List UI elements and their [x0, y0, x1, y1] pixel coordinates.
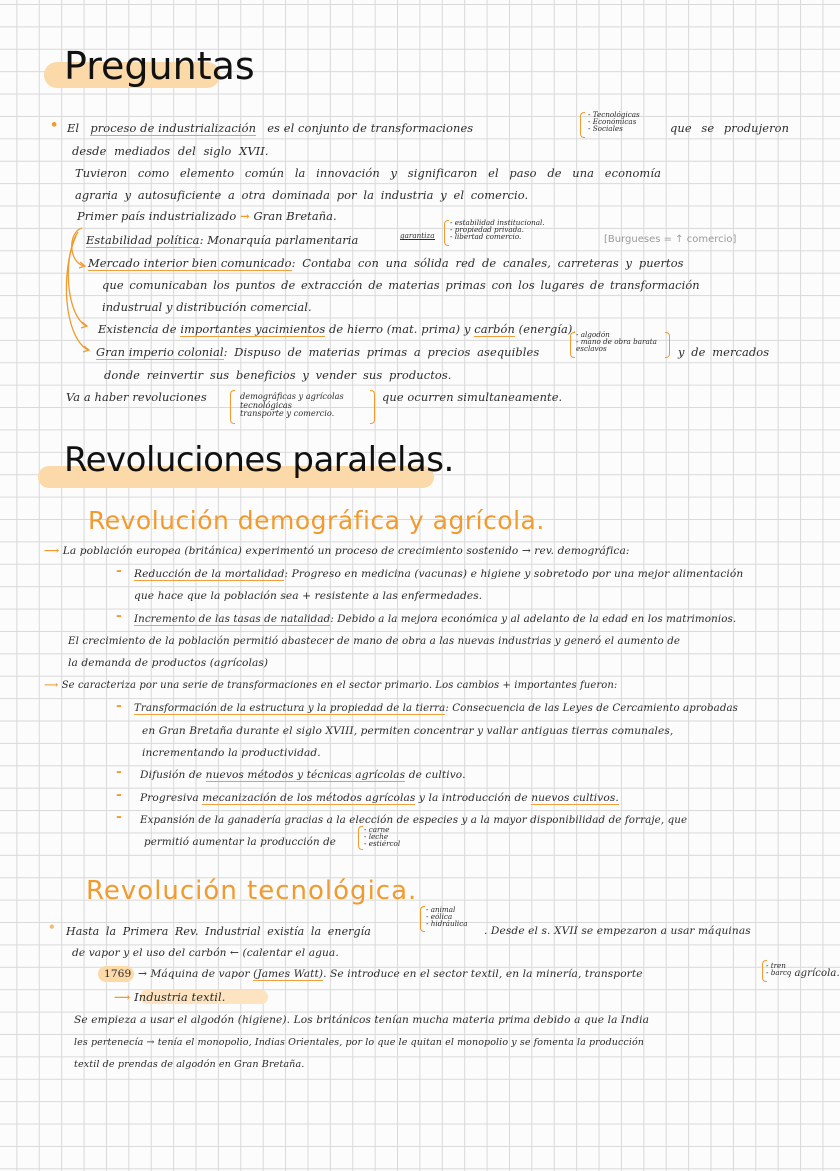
t2-year: 1769 [104, 968, 132, 980]
a5-line1: Expansión de la ganadería gracias a la elección de especies y a la mayor disponibilidad de forraje, que [140, 814, 688, 826]
d1-line: ⟶ La población europea (británica) experimentó un proceso de crecimiento sostenido → rev. demográfica: [44, 545, 630, 557]
d3-line: Incremento de las tasas de natalidad: Debido a la mejora económica y al adelanto de la edad en los matrimonios. [134, 613, 737, 625]
factor-2-line1: Mercado interior bien comunicado: Contaba con una sólida red de canales, carreteras y puertos [88, 256, 684, 270]
t3-line: ⟶ Industria textil. [114, 990, 226, 1004]
t2-line: → Máquina de vapor (James Watt). Se introduce en el sector textil, en la minería, transporte [138, 968, 643, 980]
bullet-dot-2: • [48, 920, 56, 934]
p2-line1: Tuvieron como elemento común la innovación y significaron el paso de una economía [75, 166, 661, 180]
livestock-items: - carne - leche - estiércol [364, 825, 401, 848]
factor-2-line2: que comunicaban los puntos de extracción de materias primas con los lugares de transformación [102, 278, 700, 292]
revolutions-brace [230, 390, 235, 424]
factor-2-line3: industrual y distribución comercial. [102, 300, 312, 314]
a1-line: ⟶ Se caracteriza por una serie de transformaciones en el sector primario. Los cambios + importantes fueron: [44, 680, 618, 691]
tech-title: Revolución tecnológica. [86, 876, 418, 906]
energy-brace [420, 906, 425, 932]
t1-line1b: . Desde el s. XVII se empezaron a usar máquinas [484, 925, 751, 937]
dash-a4: - [116, 787, 122, 803]
industrializacion-term: proceso de industrialización [90, 121, 257, 135]
t4-line3: textil de prendas de algodón en Gran Bretaña. [74, 1059, 305, 1070]
t2-end: , agrícola. [788, 968, 840, 979]
dash-d3: - [116, 608, 122, 624]
factor-1: Estabilidad política: Monarquía parlamentaria [86, 233, 359, 247]
bullet-dot: • [50, 118, 59, 133]
p1-line1: El proceso de industrialización es el conjunto de transformaciones [67, 121, 474, 135]
d2-line2: que hace que la población sea + resistente a las enfermedades. [134, 590, 483, 602]
transport-items: - tren - barco [766, 961, 792, 977]
demographic-title: Revolución demográfica y agrícola. [88, 506, 545, 535]
p3-line: Primer país industrializado → Gran Bretaña. [77, 209, 337, 223]
revolutions-line-b: que ocurren simultaneamente. [382, 390, 563, 404]
a3-line: Difusión de nuevos métodos y técnicas agrícolas de cultivo. [140, 769, 466, 781]
a2-line3: incrementando la productividad. [142, 747, 321, 759]
a2-line1: Transformación de la estructura y la propiedad de la tierra: Consecuencia de las Leyes de Cercamiento aprobadas [134, 703, 738, 714]
revolutions-line-a: Va a haber revoluciones [66, 390, 207, 404]
types-brace [580, 112, 585, 138]
livestock-brace [358, 826, 363, 850]
energy-items: - animal - eólica - hidráulica [426, 905, 468, 928]
page-title: Preguntas [64, 44, 255, 88]
p1-line2: desde mediados del siglo XVII. [72, 144, 269, 158]
guarantee-brace [444, 220, 449, 246]
dash-a5: - [116, 809, 122, 825]
dash-a2: - [116, 698, 122, 714]
a5-line2: permitió aumentar la producción de [144, 836, 336, 848]
d4-line1: El crecimiento de la población permitió abastecer de mano de obra a las nuevas industrias y generó el aumento de [68, 635, 681, 647]
d2-line1: Reducción de la mortalidad: Progreso en medicina (vacunas) e higiene y sobretodo por una mejor alimentación [134, 568, 744, 580]
section-title: Revoluciones paralelas. [64, 440, 454, 480]
bourgeois-note: [Burgueses = ↑ comercio] [604, 234, 737, 245]
p1-line1-end: que se produjeron [670, 121, 790, 135]
dash-d2: - [116, 563, 122, 579]
transformation-types: - Tecnológicas - Económicas - Sociales [588, 110, 640, 133]
t1-line2: de vapor y el uso del carbón ← (calentar el agua. [72, 947, 339, 959]
revolutions-items: demográficas y agrícolas tecnológicas transporte y comercio. [240, 391, 344, 418]
dash-a3: - [116, 764, 122, 780]
factor-4-end: y de mercados [678, 345, 770, 359]
revolutions-brace-close [370, 390, 375, 424]
p2-line2: agraria y autosuficiente a otra dominada por la industria y el comercio. [75, 188, 529, 202]
factor-3: Existencia de importantes yacimientos de hierro (mat. prima) y carbón (energía). [98, 322, 577, 336]
t4-line2: les pertenecía → tenía el monopolio, Indias Orientales, por lo que le quitan el monopolio y se fomenta la producción [74, 1037, 645, 1048]
a2-line2: en Gran Bretaña durante el siglo XVIII, permiten concentrar y vallar antiguas tierras comunales, [142, 725, 674, 737]
colonial-brace [570, 332, 575, 358]
a4-line: Progresiva mecanización de los métodos agrícolas y la introducción de nuevos cultivos. [140, 792, 619, 804]
guarantee-items: - estabilidad institucional. - propiedad privada. - libertad comercio. [450, 218, 545, 241]
guarantee-label: garantiza [400, 231, 435, 240]
t1-line1a: Hasta la Primera Rev. Industrial existía la energía [66, 925, 371, 938]
factor-4-line2: donde reinvertir sus beneficios y vender sus productos. [104, 368, 452, 382]
colonial-brace-close [665, 332, 670, 358]
factor-4-line1: Gran imperio colonial: Dispuso de materias primas a precios asequibles [96, 345, 540, 359]
d4-line2: la demanda de productos (agrícolas) [68, 657, 269, 669]
colonial-items: - algodón - mano de obra barata esclavos [576, 330, 657, 353]
t4-line1: Se empieza a usar el algodón (higiene). Los británicos tenían mucha materia prima debido a que la India [74, 1014, 650, 1026]
